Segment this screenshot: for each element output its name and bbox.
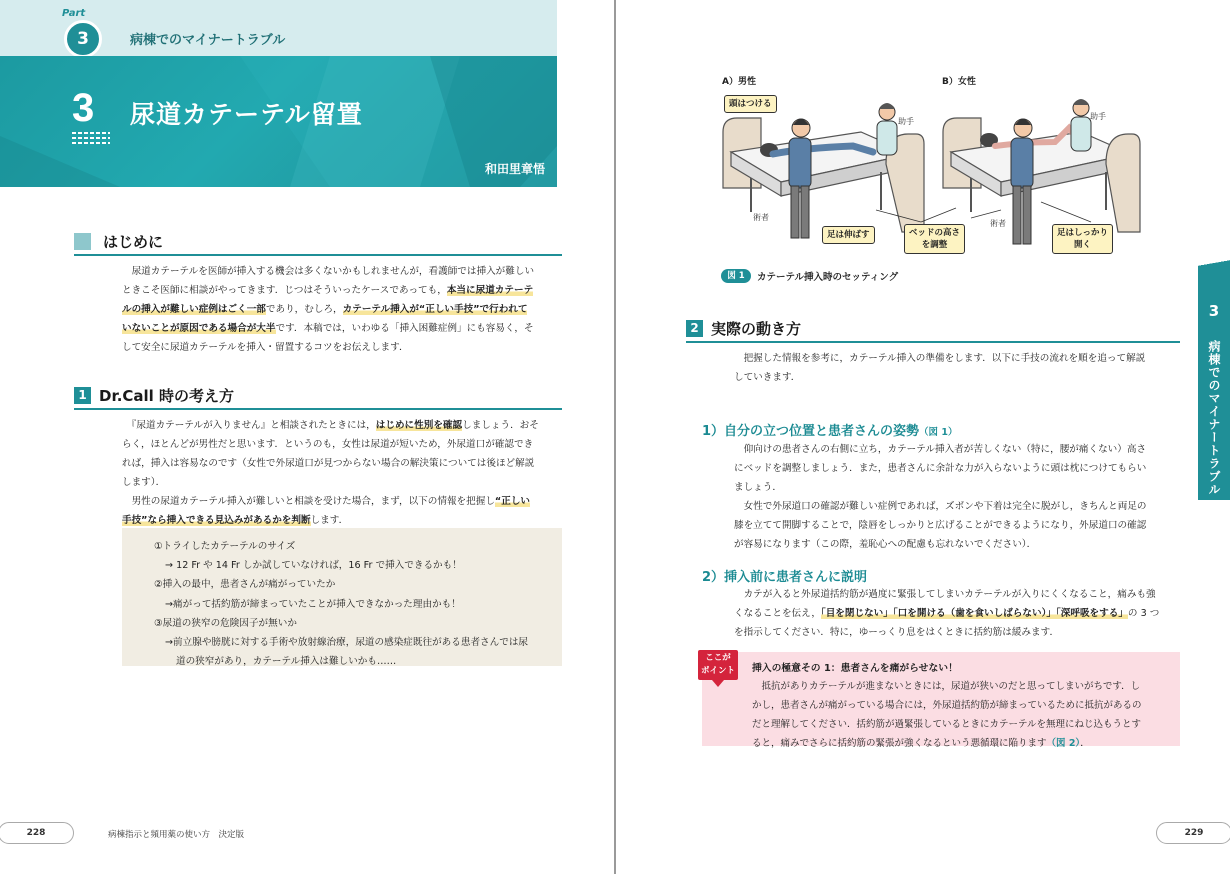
subsection1-heading-text: 1）自分の立つ位置と患者さんの姿勢 [702,424,920,439]
text-segment: です．本稿では，いわゆる「挿入困難症例」にも容易く，そ [275,323,534,334]
text-line [734,585,1180,604]
text-segment: くなることを伝え， [734,608,821,619]
chapter-number-underline [72,132,110,134]
text-line [734,440,1180,459]
chapter-title: 尿道カテーテル留置 [130,100,363,129]
text-segment: らく，ほとんどが男性だと思います．というのも，女性は尿道が短いため，外尿道口が確認でき [122,439,534,450]
section1-heading-rule [74,408,562,410]
bed-female-illustration [943,99,1140,244]
text-line [122,454,562,473]
section1-paragraph [122,416,562,530]
text-segment: します． [310,515,349,526]
highlighted-text: 本当に尿道カテーテ [446,285,534,296]
highlighted-text: カテーテル挿入が“正しい手技”で行われて [342,304,528,315]
text-segment: かし，患者さんが痛がっている場合には，外尿道括約筋が締まっているために抵抗があるの [752,700,1142,711]
part-title: 病棟でのマイナートラブル [130,33,286,48]
text-segment: 『尿道カテーテルが入りません』と相談されたときには， [122,420,376,431]
part-header-strip [0,0,557,56]
checklist-item: ①トライしたカテーテルのサイズ [154,541,296,552]
section1-heading [74,385,234,406]
text-segment: にベッドを調整しましょう．また，患者さんに余計な力が入らないように頭は枕につけてもらい [734,463,1147,474]
highlighted-text: はじめに性別を確認 [375,420,463,431]
text-segment: 把握した情報を参考に，カテーテル挿入の準備をします．以下に手技の流れを順を追って解説 [734,353,1146,364]
checklist-item: 道の狭窄があり，カテーテル挿入は難しいかも…… [176,656,397,668]
text-segment: 膝を立てて開脚することで，陰唇をしっかりと広げることができるようになり，外尿道口の確認 [734,520,1147,531]
text-line [734,623,1180,642]
section1-number: 1 [74,387,91,404]
subsection1-heading [702,420,957,439]
text-segment: カテが入ると外尿道括約筋が過度に緊張してしまいカテーテルが入りにくくなること，痛みも強 [734,589,1156,600]
label-assistant-male: 助手 [898,117,914,126]
highlighted-text: 手技”なら挿入できる見込みがあるかを判断 [122,515,311,526]
figure-label-male: A）男性 [722,77,756,87]
text-segment: 抵抗がありカテーテルが進まないときには，尿道が狭いのだと思ってしまいがちです．し [752,681,1141,692]
text-line [734,478,1180,497]
callout-bed-height: ベッドの高さ を調整 [904,224,965,254]
subsection2-paragraph [734,585,1180,642]
intro-heading-text: はじめに [103,233,164,251]
text-line [122,262,562,281]
label-operator-male: 術者 [753,213,769,222]
right-page [616,0,1230,874]
section2-heading [686,318,801,339]
intro-heading [74,231,163,252]
section1-heading-text: Dr.Call 時の考え方 [99,387,235,405]
text-segment: だと理解してください．括約筋が過緊張しているときにカテーテルを無理にねじ込もうとす [752,719,1142,730]
text-line [752,715,1166,734]
subsection2-heading: 2）挿入前に患者さんに説明 [702,570,868,585]
checklist-item: → 12 Fr や 14 Fr しか試していなければ，16 Fr で挿入できるかも！ [165,560,462,572]
text-line [752,677,1166,696]
section2-heading-rule [686,341,1180,343]
text-segment: 仰向けの患者さんの右側に立ち，カテーテル挿入者が苦しくない（特に，腰が痛くない）高さ [734,444,1147,455]
page-number-right: 229 [1156,822,1230,844]
highlighted-text: ルの挿入が難しい症例はごく一部 [122,304,266,315]
text-segment: 女性で外尿道口の確認が難しい症例であれば，ズボンや下着は完全に脱がし，きちんと両足の [734,501,1147,512]
checklist-item: →前立腺や膀胱に対する手術や放射線治療，尿道の感染症既往がある患者さんでは尿 [165,637,529,649]
figure-label-female: B）女性 [942,77,976,87]
callout-head-rest: 頭はつける [724,95,777,113]
text-segment: れば，挿入は容易なのです（女性で外尿道口が見つからない場合の解決策については後ほど解説 [122,458,535,469]
highlighted-text: “正しい [494,496,531,507]
text-line [122,473,562,492]
text-segment: しましょう．おそ [462,420,539,431]
section2-paragraph [734,349,1180,387]
section2-number: 2 [686,320,703,337]
point-badge-line2: ポイント [700,666,735,676]
figure-caption: カテーテル挿入時のセッティング [757,272,899,283]
label-operator-female: 術者 [990,219,1006,228]
text-segment: 尿道カテーテルを医師が挿入する機会は多くないかもしれませんが，看護師では挿入が難しい [122,266,535,277]
subsection1-figure-ref: （図 1） [919,427,958,438]
text-segment: ときこそ医師に相談がやってきます．じつはそういったケースであっても， [122,285,447,296]
text-line [734,604,1180,623]
checklist-items [146,537,562,671]
intro-paragraph [122,262,562,357]
checklist-box [122,528,562,666]
page-number-left: 228 [0,822,74,844]
book-title-footer: 病棟指示と頻用薬の使い方 決定版 [108,830,245,840]
highlighted-text: いないことが原因である場合が大半 [122,323,276,334]
side-tab-number: 3 [1208,302,1220,320]
figure-caption-tag: 図 1 [721,269,751,283]
checklist-item: →痛がって括約筋が締まっていたことが挿入できなかった理由かも！ [165,598,461,610]
text-segment: ． [1080,738,1090,749]
text-segment: が容易になります（この際，羞恥心への配慮も忘れないでください）． [734,539,1037,550]
checklist-item: ③尿道の狭窄の危険因子が無いか [154,617,297,629]
side-tab-text: 病棟でのマイナートラブル [1207,340,1221,496]
point-badge [698,650,738,680]
left-page [0,0,614,874]
text-line [122,492,562,511]
text-segment: します）． [122,477,166,488]
text-line [122,435,562,454]
text-line [752,696,1166,715]
chapter-number: 3 [72,86,95,130]
text-line [752,734,1166,753]
text-line [122,338,562,357]
callout-legs-open: 足はしっかり 開く [1052,224,1113,254]
text-line [734,368,1180,387]
text-line [122,319,562,338]
text-line [122,281,562,300]
chapter-header-band [0,56,557,187]
callout-legs-straight: 足は伸ばす [822,226,875,244]
key-point-box [702,652,1180,749]
text-segment: 男性の尿道カテーテル挿入が難しいと相談を受けた場合，まず，以下の情報を把握し [122,496,495,507]
key-point-body [752,677,1166,753]
intro-heading-rule [74,254,562,256]
text-segment: であり，むしろ， [265,304,343,315]
text-line [734,535,1180,554]
text-segment: ると，痛みでさらに括約筋の緊張が強くなるという悪循環に陥ります [752,738,1047,749]
author-name: 和田里章悟 [484,162,545,176]
part-number-badge [64,20,102,58]
checklist-item: ②挿入の最中，患者さんが痛がっていたか [154,579,336,591]
part-word: Part [62,8,86,19]
text-segment: ましょう． [734,482,782,493]
text-line [734,349,1180,368]
text-segment: を指示してください．特に，ゆーっくり息をはくときに括約筋は緩みます． [734,627,1060,638]
text-line [734,516,1180,535]
text-line [734,459,1180,478]
part-number: 3 [77,29,89,49]
subsection1-paragraph [734,440,1180,554]
text-segment: していきます． [734,372,801,383]
figure-reference: （図 2） [1046,738,1081,749]
text-line [734,497,1180,516]
text-line [122,300,562,319]
text-segment: の 3 つ [1127,608,1160,619]
label-assistant-female: 助手 [1090,112,1106,121]
highlighted-text: 「目を閉じない」「口を開ける（歯を食いしばらない）」「深呼吸をする」 [820,608,1128,619]
key-point-title: 挿入の極意その 1：患者さんを痛がらせない！ [752,663,958,674]
section2-heading-text: 実際の動き方 [711,320,802,338]
point-badge-line1: ここが [705,653,731,663]
text-segment: して安全に尿道カテーテルを挿入・留置するコツをお伝えします． [122,342,409,353]
heading-square-icon [74,233,91,250]
text-line [122,416,562,435]
